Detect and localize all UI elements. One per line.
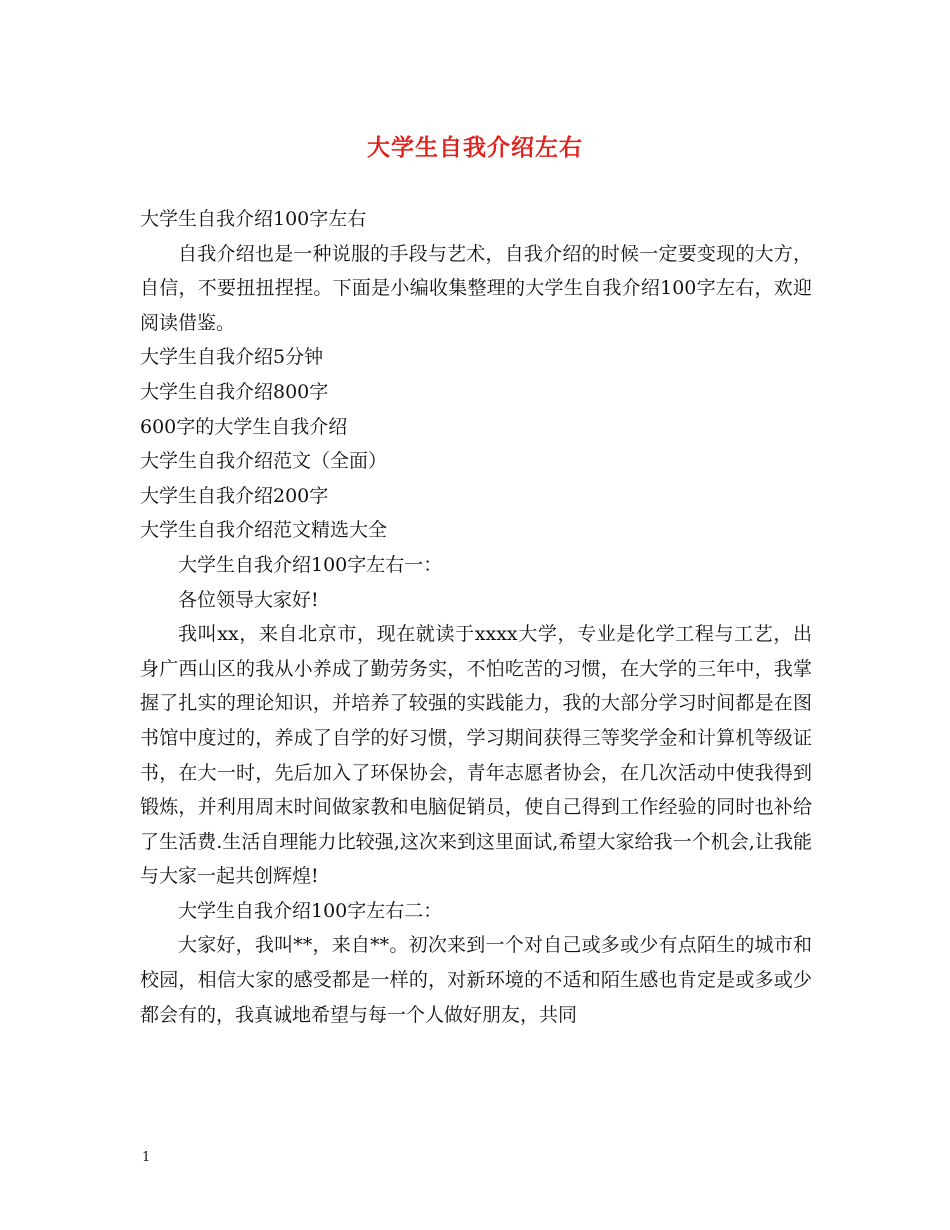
- related-link[interactable]: 大学生自我介绍范文（全面）: [140, 450, 388, 473]
- section2-heading: 大学生自我介绍100字左右二：: [178, 899, 443, 922]
- document-body: [140, 202, 812, 1032]
- section2-body: 大家好，我叫**，来自**。初次来到一个对自己或多或少有点陌生的城市和校园，相信大家的感受都是一样的，对新环境的不适和陌生感也肯定是或多或少都会有的，我真诚地希望与每一个人做好朋友，共同: [140, 934, 812, 1026]
- related-link[interactable]: 大学生自我介绍800字: [140, 380, 329, 403]
- related-link[interactable]: 大学生自我介绍200字: [140, 484, 329, 507]
- page-number: 1: [142, 1150, 151, 1165]
- intro-paragraph: 自我介绍也是一种说服的手段与艺术，自我介绍的时候一定要变现的大方，自信，不要扭扭捏捏。下面是小编收集整理的大学生自我介绍100字左右，欢迎阅读借鉴。: [140, 242, 812, 334]
- document-title: 大学生自我介绍左右: [367, 134, 583, 161]
- section1-greeting: 各位领导大家好!: [178, 588, 319, 611]
- related-link[interactable]: 大学生自我介绍范文精选大全: [140, 519, 388, 542]
- related-link[interactable]: 600字的大学生自我介绍: [140, 415, 348, 438]
- section1-body: 我叫xx，来自北京市，现在就读于xxxx大学，专业是化学工程与工艺，出身广西山区的我从小养成了勤劳务实，不怕吃苦的习惯，在大学的三年中，我掌握了扎实的理论知识，并培养了较强的实践能力，我的大部分学习时间都是在图书馆中度过的，养成了自学的好习惯，学习期间获得三等奖学金和计算机等级证书，在大一时，先后加入了环保协会，青年志愿者协会，在几次活动中使我得到锻炼，并利用周末时间做家教和电脑促销员，使自己得到工作经验的同时也补给了生活费.生活自理能力比较强,这次来到这里面试,希望大家给我一个机会,让我能与大家一起共创辉煌!: [140, 623, 812, 888]
- related-link[interactable]: 大学生自我介绍5分钟: [140, 346, 324, 369]
- section1-heading: 大学生自我介绍100字左右一：: [178, 553, 443, 576]
- heading-line: 大学生自我介绍100字左右: [140, 208, 367, 230]
